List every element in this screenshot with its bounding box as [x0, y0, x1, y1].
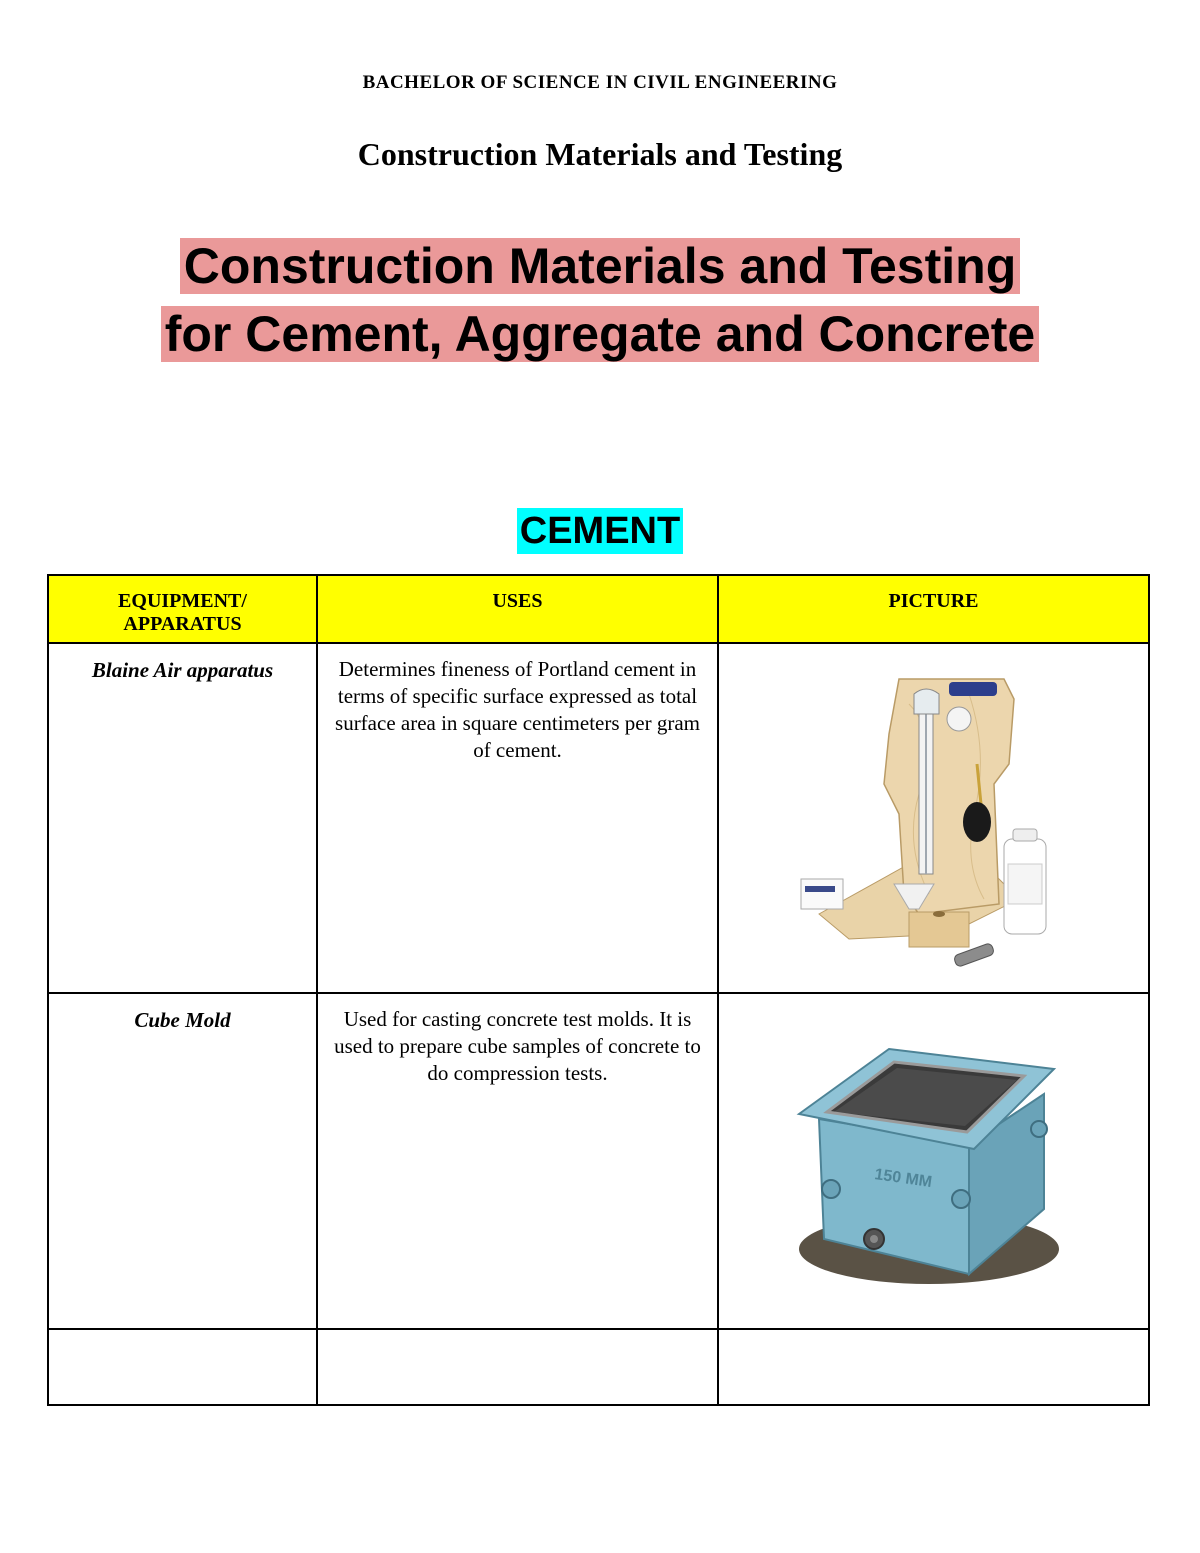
- header-equipment: EQUIPMENT/ APPARATUS: [48, 575, 317, 643]
- section-label: CEMENT: [517, 508, 683, 554]
- course-title: Construction Materials and Testing: [357, 136, 843, 172]
- equipment-uses: Used for casting concrete test molds. It is used to prepare cube samples of concrete to do compression tests.: [317, 993, 718, 1329]
- equipment-uses: [317, 1329, 718, 1405]
- equipment-name: Cube Mold: [48, 993, 317, 1329]
- program-heading: BACHELOR OF SCIENCE IN CIVIL ENGINEERING: [362, 72, 838, 93]
- equipment-picture: [718, 1329, 1149, 1405]
- equipment-table: [47, 574, 1150, 1406]
- equipment-picture: [718, 993, 1149, 1329]
- equipment-name: Blaine Air apparatus: [48, 643, 317, 993]
- main-title-line1: Construction Materials and Testing: [180, 238, 1021, 294]
- header-uses: USES: [317, 575, 718, 643]
- main-title: [0, 232, 1200, 368]
- table-row: [48, 643, 1149, 993]
- blaine-apparatus-photo: [799, 674, 1069, 974]
- header-picture: PICTURE: [718, 575, 1149, 643]
- mold-label: 150 MM: [872, 1166, 933, 1192]
- equipment-picture: [718, 643, 1149, 993]
- cube-mold-photo: [789, 1034, 1079, 1294]
- section-heading: [0, 510, 1200, 553]
- table-header-row: [48, 575, 1149, 643]
- main-title-line2: for Cement, Aggregate and Concrete: [161, 306, 1040, 362]
- table-row: [48, 1329, 1149, 1405]
- table-row: [48, 993, 1149, 1329]
- equipment-name: [48, 1329, 317, 1405]
- equipment-uses: Determines fineness of Portland cement in terms of specific surface expressed as total surface area in square centimeters per gram of cement.: [317, 643, 718, 993]
